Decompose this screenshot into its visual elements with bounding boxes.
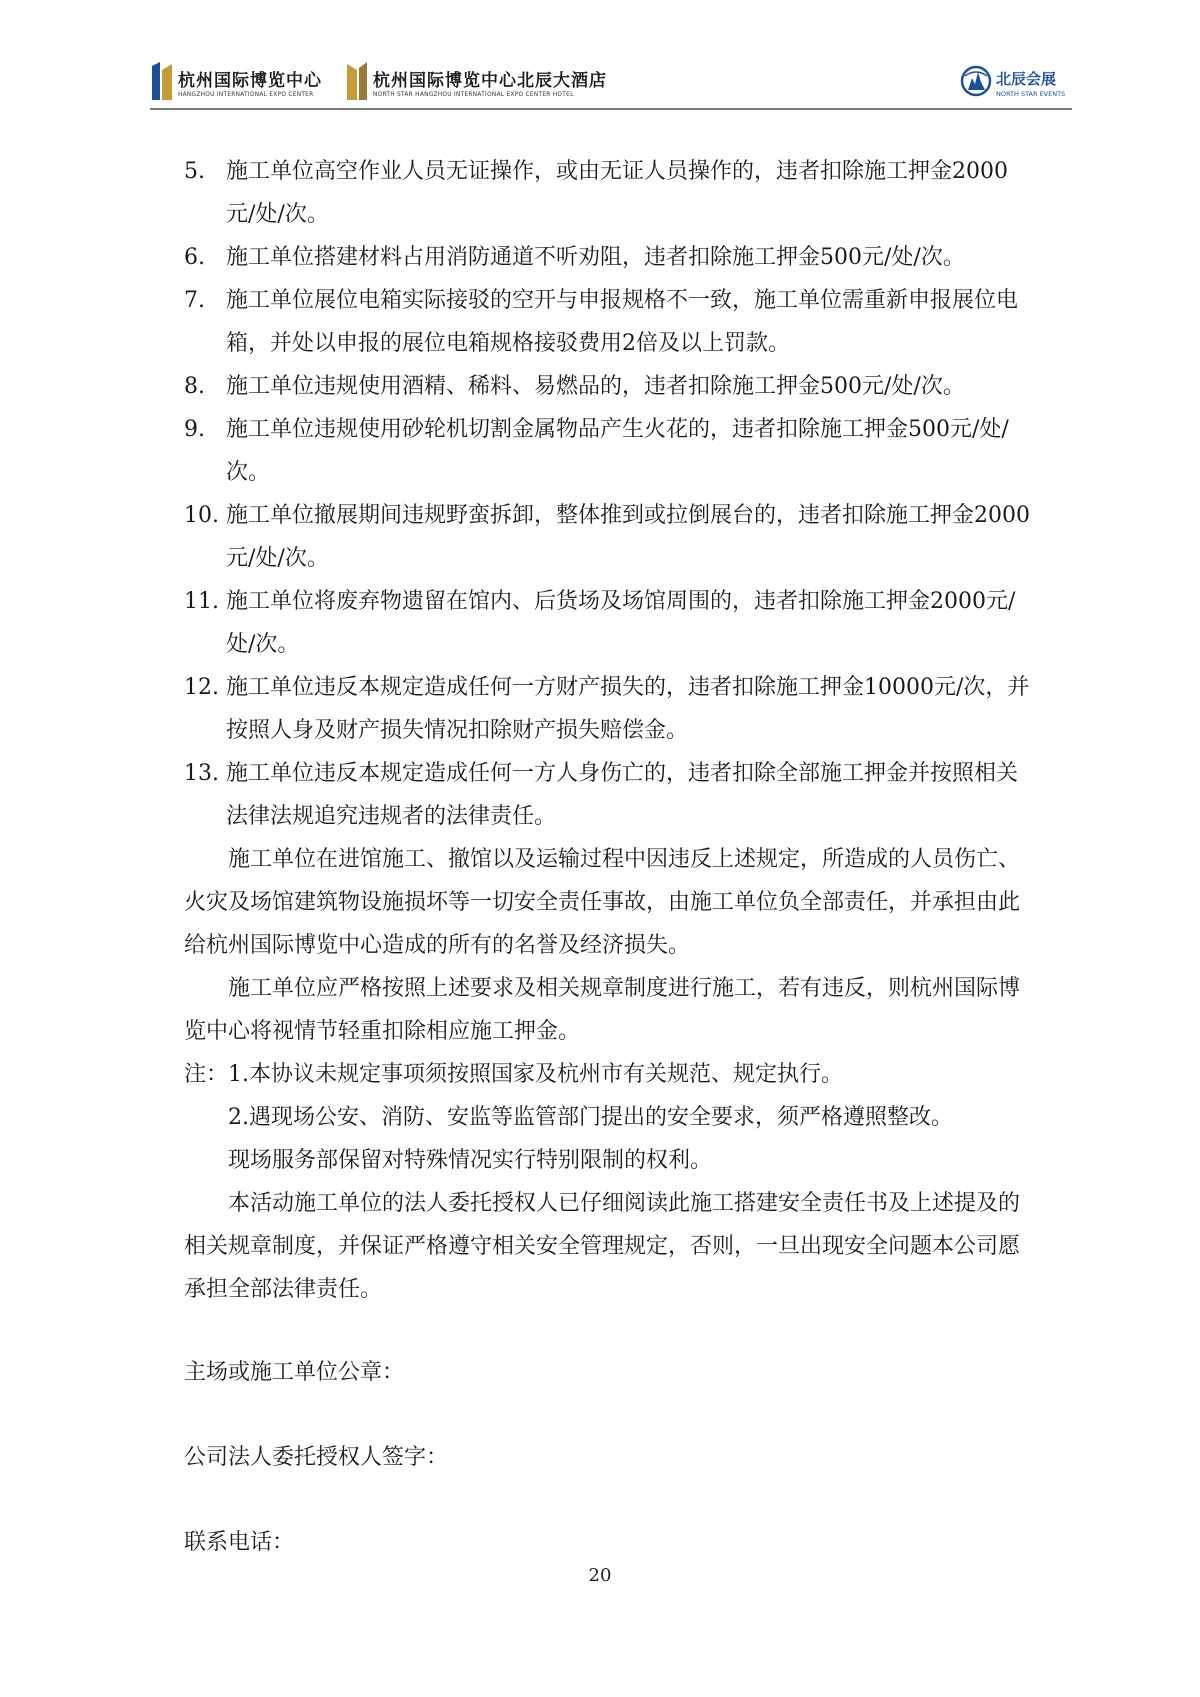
- list-item-number: 8.: [184, 374, 205, 399]
- north-star-globe-icon: [960, 62, 992, 100]
- list-item-number: 9.: [184, 417, 205, 442]
- phone-label: 联系电话：: [184, 1530, 295, 1555]
- expo-center-logo: [150, 58, 340, 106]
- list-item-number: 10.: [184, 503, 219, 528]
- liability-paragraph: 施工单位在进馆施工、撤馆以及运输过程中因违反上述规定，所造成的人员伤亡、火灾及场馆建筑物设施损坏等一切安全责任事故，由施工单位负全部责任，并承担由此给杭州国际博览中心造成的所有的名誉及经济损失。: [184, 847, 1021, 958]
- list-item-text: 施工单位展位电箱实际接驳的空开与申报规格不一致，施工单位需重新申报展位电箱，并处以申报的展位电箱规格接驳费用2倍及以上罚款。: [226, 288, 1019, 356]
- seal-label: 主场或施工单位公章：: [184, 1360, 405, 1385]
- hotel-logo-icon: [345, 62, 369, 102]
- logo3-cn: 北辰会展: [996, 70, 1057, 88]
- list-item-text: 施工单位将废弃物遗留在馆内、后货场及场馆周围的，违者扣除施工押金2000元/处/次。: [226, 589, 1016, 657]
- hotel-logo: [345, 58, 615, 106]
- logo2-en: NORTH STAR HANGZHOU INTERNATIONAL EXPO CENTER HOTEL: [373, 92, 574, 98]
- list-item: [184, 752, 1034, 838]
- header-divider: [150, 108, 1072, 110]
- list-item: [184, 494, 1034, 580]
- list-item-number: 6.: [184, 245, 205, 270]
- list-item-text: 施工单位撤展期间违规野蛮拆卸，整体推到或拉倒展台的，违者扣除施工押金2000元/处/次。: [226, 503, 1030, 571]
- list-item: [184, 666, 1034, 752]
- north-star-events-logo: [960, 58, 1072, 106]
- list-item-text: 施工单位违规使用砂轮机切割金属物品产生火花的，违者扣除施工押金500元/处/次。: [226, 417, 1009, 485]
- logo1-en: HANGZHOU INTERNATIONAL EXPO CENTER: [178, 92, 314, 98]
- list-item: [184, 408, 1034, 494]
- list-item-number: 12.: [184, 675, 219, 700]
- list-item: [184, 365, 1034, 408]
- list-item-number: 7.: [184, 288, 205, 313]
- authorized-signature-label: 公司法人委托授权人签字：: [184, 1445, 449, 1470]
- deposit-paragraph: 施工单位应严格按照上述要求及相关规章制度进行施工，若有违反，则杭州国际博览中心将视情节轻重扣除相应施工押金。: [184, 976, 1021, 1044]
- declaration-paragraph: 本活动施工单位的法人委托授权人已仔细阅读此施工搭建安全责任书及上述提及的相关规章制度，并保证严格遵守相关安全管理规定，否则，一旦出现安全问题本公司愿承担全部法律责任。: [184, 1191, 1021, 1302]
- document-body: [184, 150, 1034, 1564]
- list-item-number: 11.: [184, 589, 219, 614]
- page-number: 20: [588, 1565, 612, 1586]
- list-item-text: 施工单位违反本规定造成任何一方人身伤亡的，违者扣除全部施工押金并按照相关法律法规追究违规者的法律责任。: [226, 761, 1019, 829]
- list-item-text: 施工单位违规使用酒精、稀料、易燃品的，违者扣除施工押金500元/处/次。: [226, 374, 965, 399]
- logo3-en: NORTH STAR EVENTS: [996, 90, 1066, 98]
- list-item: [184, 150, 1034, 236]
- list-item-text: 施工单位高空作业人员无证操作，或由无证人员操作的，违者扣除施工押金2000元/处/次。: [226, 159, 1008, 227]
- expo-center-logo-icon: [150, 62, 174, 102]
- note-line-3: 现场服务部保留对特殊情况实行特别限制的权利。: [228, 1148, 713, 1173]
- list-item: [184, 236, 1034, 279]
- logo1-cn: 杭州国际博览中心: [178, 71, 322, 91]
- list-item-text: 施工单位搭建材料占用消防通道不听劝阻，违者扣除施工押金500元/处/次。: [226, 245, 965, 270]
- note-line-2: 2.遇现场公安、消防、安监等监管部门提出的安全要求，须严格遵照整改。: [228, 1105, 953, 1130]
- page-header: [150, 58, 1072, 106]
- logo2-cn: 杭州国际博览中心北辰大酒店: [373, 71, 607, 91]
- list-item: [184, 279, 1034, 365]
- note-line-1: 注：1.本协议未规定事项须按照国家及杭州市有关规范、规定执行。: [184, 1062, 843, 1087]
- list-item-number: 13.: [184, 761, 219, 786]
- list-item: [184, 580, 1034, 666]
- list-item-text: 施工单位违反本规定造成任何一方财产损失的，违者扣除施工押金10000元/次，并按照人身及财产损失情况扣除财产损失赔偿金。: [226, 675, 1030, 743]
- list-item-number: 5.: [184, 159, 205, 184]
